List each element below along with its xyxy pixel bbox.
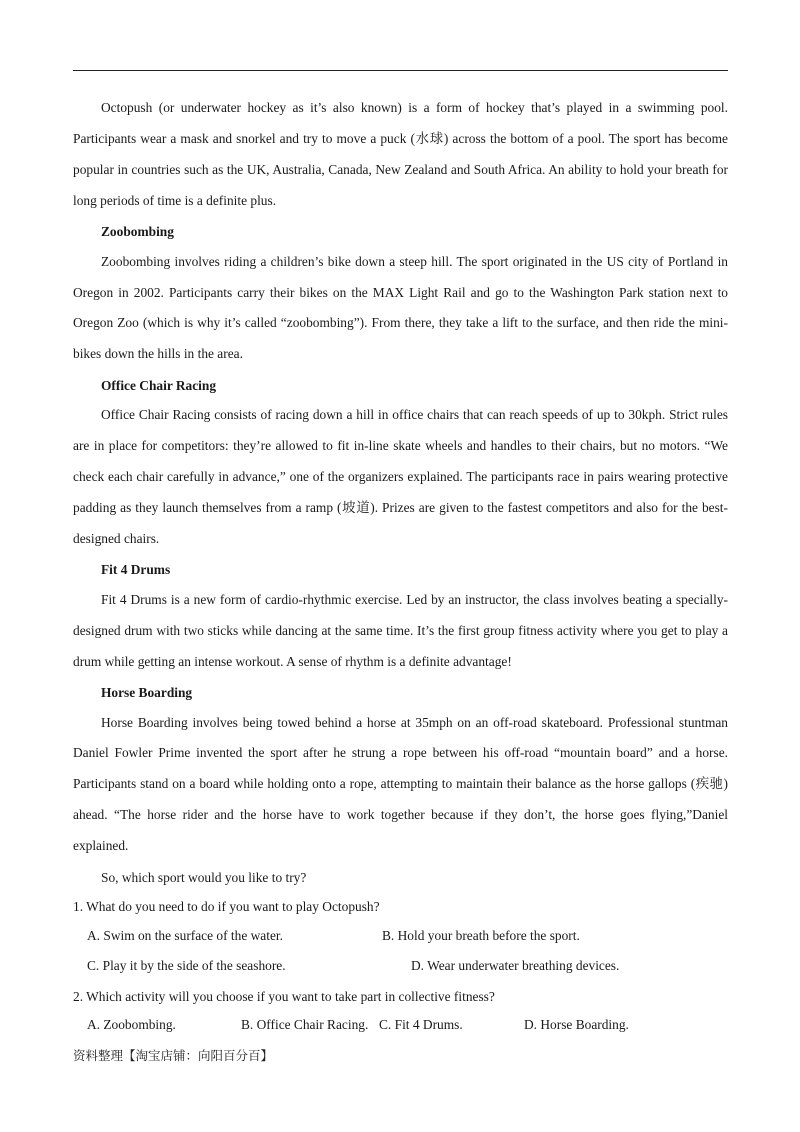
section-heading-office-chair-racing: Office Chair Racing: [101, 377, 217, 393]
header-rule: [73, 70, 728, 71]
question-1-options-row-1: [73, 922, 728, 952]
question-2-option-d[interactable]: D. Horse Boarding.: [524, 1017, 629, 1033]
section-heading-fit-4-drums: Fit 4 Drums: [101, 562, 171, 578]
question-1-option-c[interactable]: C. Play it by the side of the seashore.: [87, 957, 286, 973]
intro-paragraph: Octopush (or underwater hockey as it’s also known) is a form of hockey that’s played in a swimming pool. Participants wear a mask and snorkel and try to move a puck (水球) across the bottom of a pool. The sport has become popular in countries such as the UK, Australia, Canada, New Zealand and South Africa. An ability to hold your breath for long periods of time is a definite plus.: [73, 100, 728, 208]
question-2-stem: 2. Which activity will you choose if you want to take part in collective fitness?: [73, 988, 495, 1004]
section-heading-horse-boarding: Horse Boarding: [101, 685, 193, 700]
passage: [73, 93, 728, 1041]
question-1-stem: 1. What do you need to do if you want to play Octopush?: [73, 899, 380, 915]
question-2-option-a[interactable]: A. Zoobombing.: [87, 1017, 176, 1033]
section-text-horse-boarding: Horse Boarding involves being towed behind a horse at 35mph on an off-road skateboard. Professional stuntman Daniel Fowler Prime invented the sport after he strung a rope between his off-road “mountain board” and a horse. Participants stand on a board while holding onto a rope, attempting to maintain their balance as the horse gallops (疾驰) ahead. “The horse rider and the horse have to work together because if they don’t, the horse goes flying,”Daniel explained.: [73, 714, 728, 854]
section-text-zoobombing: Zoobombing involves riding a children’s bike down a steep hill. The sport originated in the US city of Portland in Oregon in 2002. Participants carry their bikes on the MAX Light Rail and go to the Washington Park station next to Oregon Zoo (which is why it’s called “zoobombing”). From there, they take a lift to the surface, and then ride the mini-bikes down the hills in the area.: [73, 253, 728, 362]
section-text-office-chair-racing: Office Chair Racing consists of racing down a hill in office chairs that can reach speeds of up to 30kph. Strict rules are in place for competitors: they’re allowed to fit in-line skate wheels and handles to their chairs, but no motors. “We check each chair carefully in advance,” one of the organizers explained. The participants race in pairs wearing protective padding as they launch themselves from a ramp (坡道). Prizes are given to the fastest competitors and also for the best-designed chairs.: [73, 407, 728, 546]
footer-note: 资料整理【淘宝店铺：向阳百分百】: [73, 1048, 274, 1063]
section-heading-zoobombing: Zoobombing: [101, 224, 174, 240]
section-text-fit-4-drums: Fit 4 Drums is a new form of cardio-rhythmic exercise. Led by an instructor, the class involves beating a specially-designed drum with two sticks while dancing at the same time. It’s the first group fitness activity where you get to play a drum while getting an intense workout. A sense of rhythm is a definite advantage!: [73, 591, 728, 669]
question-2-option-c[interactable]: C. Fit 4 Drums.: [379, 1017, 463, 1033]
closing-question: So, which sport would you like to try?: [101, 869, 307, 885]
question-2-options-row: [73, 1011, 728, 1041]
question-1-option-a[interactable]: A. Swim on the surface of the water.: [87, 927, 283, 943]
question-1-option-d[interactable]: D. Wear underwater breathing devices.: [411, 957, 620, 973]
question-1-options-row-2: [73, 952, 728, 982]
question-1-option-b[interactable]: B. Hold your breath before the sport.: [382, 927, 580, 943]
question-2-option-b[interactable]: B. Office Chair Racing.: [241, 1017, 369, 1033]
